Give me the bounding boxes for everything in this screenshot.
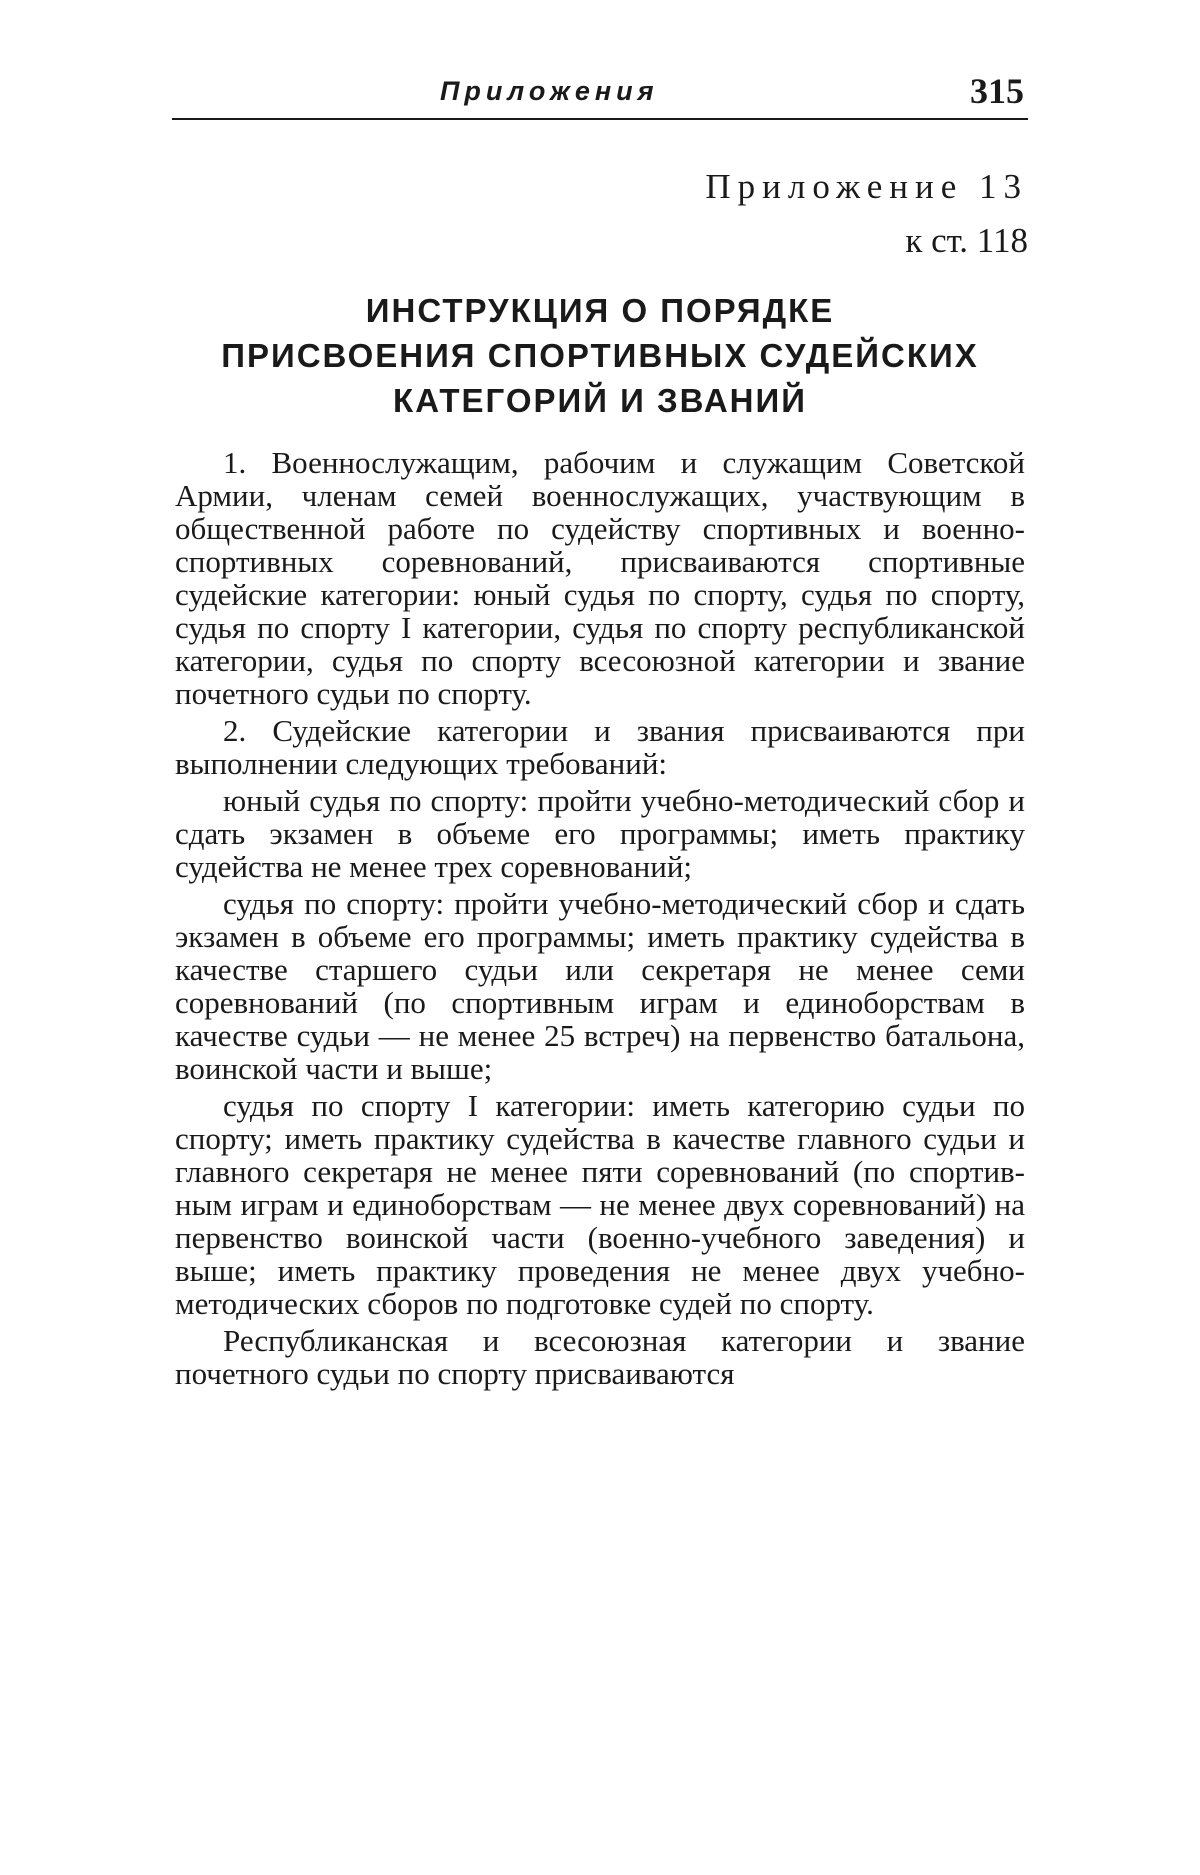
paragraph-2: 2. Судейские категории и звания присваиваются при выполнении следующих требований:: [175, 713, 1025, 781]
body-text: [175, 446, 1025, 1390]
running-title: Приложения: [440, 76, 659, 106]
paragraph-junior-judge: юный судья по спорту: пройти учебно-методический сбор и сдать экзамен в объеме его программы; иметь практику судейства не менее трех соревнований;: [175, 783, 1025, 884]
paragraph-1: 1. Военнослужащим, рабочим и служащим Советской Армии, членам семей военнослужащих, участвующим в общественной работе по судейству спортивных и военно-спортивных соревнований, присваиваются спортивные судейские категории: юный судья по спорту, судья по спорту, судья по спорту I категории, судья по спорту республиканской категории, судья по спорту всесоюзной категории и звание почетного судьи по спорту.: [175, 445, 1025, 711]
appendix-reference: [705, 160, 1028, 268]
page-number: 315: [970, 71, 1024, 111]
paragraph-republican-category: Республиканская и всесоюзная категории и звание почетного судьи по спорту присваиваются: [175, 1323, 1025, 1391]
header-rule: [172, 118, 1028, 120]
title-line: КАТЕГОРИЙ И ЗВАНИЙ: [393, 382, 807, 419]
title-line: ИНСТРУКЦИЯ О ПОРЯДКЕ: [365, 292, 835, 329]
appendix-label: Приложение 13: [705, 167, 1028, 206]
paragraph-judge: судья по спорту: пройти учебно-методический сбор и сдать экзамен в объеме его программы; иметь практику судейства в качестве старшего судьи или секретаря не менее семи соревнований (по спортивным играм и единоборствам в качестве судьи — не менее 25 встреч) на первенство батальона, воинской части и выше;: [175, 886, 1025, 1086]
document-title: [172, 288, 1028, 423]
appendix-article-reference: к ст. 118: [905, 221, 1028, 260]
title-line: ПРИСВОЕНИЯ СПОРТИВНЫХ СУДЕЙСКИХ: [221, 337, 979, 374]
running-header: [172, 70, 1028, 122]
paragraph-judge-first-category: судья по спорту I категории: иметь категорию судьи по спорту; иметь практику судейства в качестве главного судьи и главного секретаря не менее пяти соревнований (по спортивным играм и единоборствам — не менее двух соревнований) на первенство воинской части (военно-учебного заведения) и выше; иметь практику проведения не менее двух учебно-методических сборов по подготовке судей по спорту.: [175, 1088, 1025, 1321]
